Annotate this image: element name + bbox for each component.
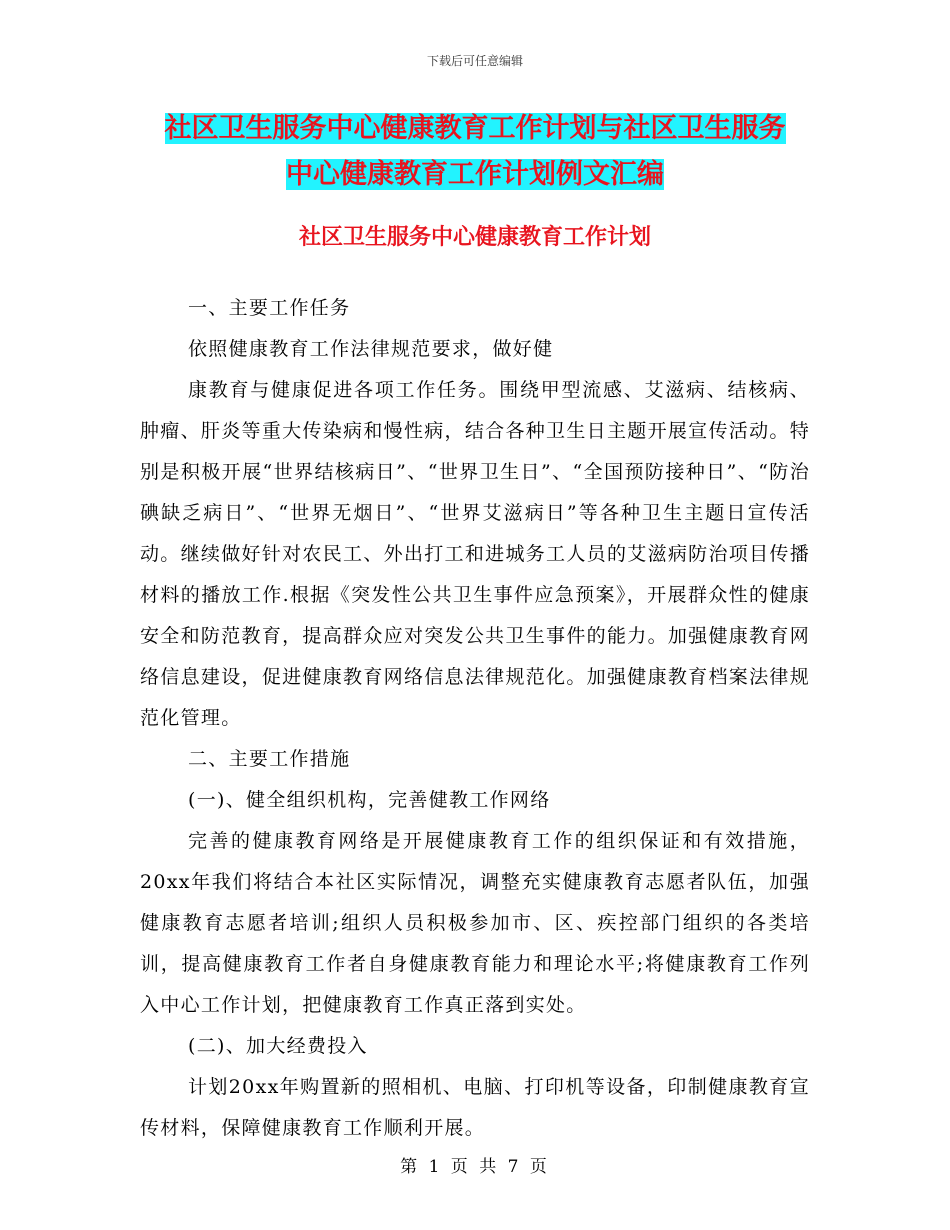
document-title-line-2: 中心健康教育工作计划例文汇编 (286, 159, 664, 190)
paragraph-funding: 计划20xx年购置新的照相机、电脑、打印机等设备，印制健康教育宣传材料，保障健康教育工作顺利开展。 (140, 1076, 810, 1139)
subheading-organization: (一)、健全组织机构，完善健教工作网络 (188, 789, 551, 811)
document-title (140, 106, 810, 198)
paragraph-intro: 依照健康教育工作法律规范要求，做好健 (188, 338, 554, 360)
heading-main-tasks: 一、主要工作任务 (188, 297, 351, 319)
paragraph-tasks: 康教育与健康促进各项工作任务。围绕甲型流感、艾滋病、结核病、肿瘤、肝炎等重大传染病和慢性病，结合各种卫生日主题开展宣传活动。特别是积极开展“世界结核病日”、“世界卫生日”、“全国预防接种日”、“防治碘缺乏病日”、“世界无烟日”、“世界艾滋病日”等各种卫生主题日宣传活动。继续做好针对农民工、外出打工和进城务工人员的艾滋病防治项目传播材料的播放工作.根据《突发性公共卫生事件应急预案》，开展群众性的健康安全和防范教育，提高群众应对突发公共卫生事件的能力。加强健康教育网络信息建设，促进健康教育网络信息法律规范化。加强健康教育档案法律规范化管理。 (140, 379, 810, 729)
page-footer: 第 1 页 共 7 页 (400, 1157, 550, 1177)
document-title-line-1: 社区卫生服务中心健康教育工作计划与社区卫生服务 (164, 113, 786, 144)
section-title: 社区卫生服务中心健康教育工作计划 (298, 224, 651, 250)
heading-main-measures: 二、主要工作措施 (188, 748, 351, 770)
paragraph-organization: 完善的健康教育网络是开展健康教育工作的组织保证和有效措施，20xx年我们将结合本社区实际情况，调整充实健康教育志愿者队伍，加强健康教育志愿者培训;组织人员积极参加市、区、疾控部门组织的各类培训，提高健康教育工作者自身健康教育能力和理论水平;将健康教育工作列入中心工作计划，把健康教育工作真正落到实处。 (140, 830, 810, 1016)
subheading-funding: (二)、加大经费投入 (188, 1035, 368, 1057)
document-body (140, 288, 810, 1149)
page-header: 下载后可任意编辑 (426, 54, 523, 68)
